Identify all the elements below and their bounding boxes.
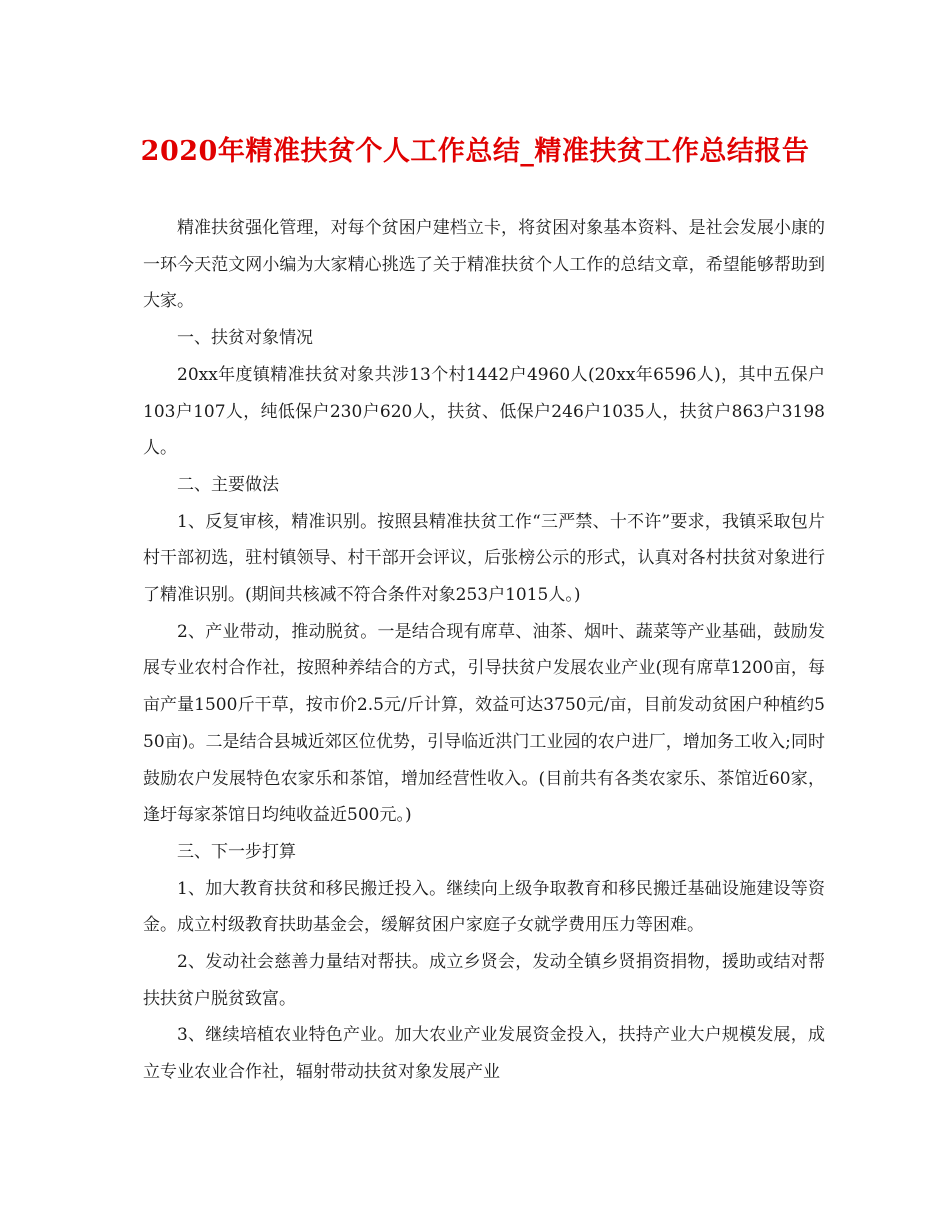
document-title: 2020年精准扶贫个人工作总结_精准扶贫工作总结报告 bbox=[140, 136, 810, 167]
section-heading-3: 三、下一步打算 bbox=[177, 841, 296, 862]
paragraph-poverty-targets: 20xx年度镇精准扶贫对象共涉13个村1442户4960人(20xx年6596人)，其中五保户103户107人，纯低保户230户620人，扶贫、低保户246户1035人，扶贫户863户3198人。 bbox=[143, 364, 825, 459]
paragraph-plan-1: 1、加大教育扶贫和移民搬迁投入。继续向上级争取教育和移民搬迁基础设施建设等资金。成立村级教育扶助基金会，缓解贫困户家庭子女就学费用压力等困难。 bbox=[143, 878, 825, 936]
document-body bbox=[143, 210, 825, 1091]
paragraph-method-1: 1、反复审核，精准识别。按照县精准扶贫工作“三严禁、十不许”要求，我镇采取包片村干部初选，驻村镇领导、村干部开会评议，后张榜公示的形式，认真对各村扶贫对象进行了精准识别。(期间共核减不符合条件对象253户1015人。) bbox=[143, 511, 825, 606]
paragraph-plan-3: 3、继续培植农业特色产业。加大农业产业发展资金投入，扶持产业大户规模发展，成立专业农业合作社，辐射带动扶贫对象发展产业 bbox=[143, 1025, 825, 1083]
paragraph-plan-2: 2、发动社会慈善力量结对帮扶。成立乡贤会，发动全镇乡贤捐资捐物，援助或结对帮扶扶贫户脱贫致富。 bbox=[143, 952, 825, 1009]
section-heading-1: 一、扶贫对象情况 bbox=[177, 328, 313, 349]
paragraph-method-2: 2、产业带动，推动脱贫。一是结合现有席草、油茶、烟叶、蔬菜等产业基础，鼓励发展专业农村合作社，按照种养结合的方式，引导扶贫户发展农业产业(现有席草1200亩，每亩产量1500斤干草，按市价2.5元/斤计算，效益可达3750元/亩，目前发动贫困户种植约550亩)。二是结合县城近郊区位优势，引导临近洪门工业园的农户进厂，增加务工收入;同时鼓励农户发展特色农家乐和茶馆，增加经营性收入。(目前共有各类农家乐、茶馆近60家，逢圩每家茶馆日均纯收益近500元。) bbox=[143, 621, 825, 826]
section-heading-2: 二、主要做法 bbox=[177, 474, 279, 495]
paragraph-intro: 精准扶贫强化管理，对每个贫困户建档立卡，将贫困对象基本资料、是社会发展小康的一环今天范文网小编为大家精心挑选了关于精准扶贫个人工作的总结文章，希望能够帮助到大家。 bbox=[143, 218, 825, 312]
